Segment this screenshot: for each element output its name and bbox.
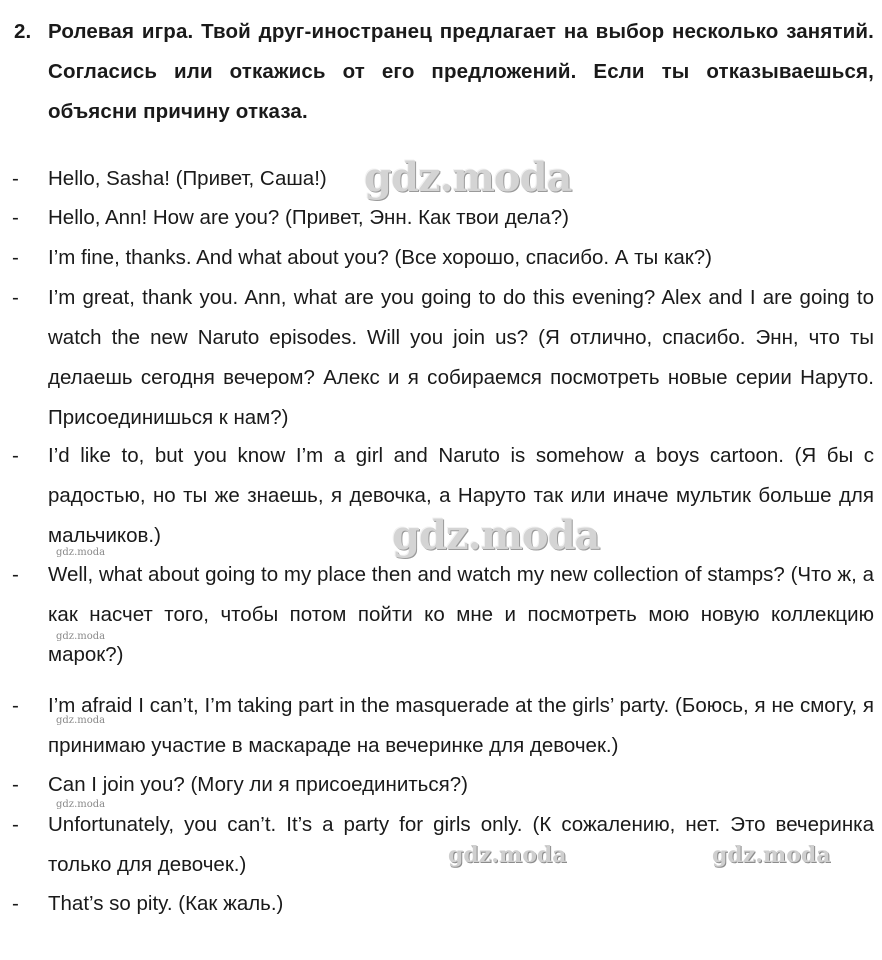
dialog-text: Hello, Ann! How are you? (Привет, Энн. Как твои дела?) <box>48 206 569 229</box>
dash-marker: - <box>12 286 19 309</box>
dialog-text: Hello, Sasha! (Привет, Саша!) <box>48 167 327 190</box>
dialog-text: Can I join you? (Могу ли я присоединиться?) <box>48 773 468 796</box>
dialog-text: I’m fine, thanks. And what about you? (Все хорошо, спасибо. А ты как?) <box>48 246 712 269</box>
watermark: gdz.moda <box>712 842 831 868</box>
dash-marker: - <box>12 167 19 190</box>
watermark: gdz.moda <box>56 715 106 726</box>
dialog-text: I’m great, thank you. Ann, what are you going to do this evening? Alex and I are going to watch the new Naruto episodes. Will you join us? (Я отлично, спасибо. Энн, что ты делаешь сегодня вечером? Алекс и я собираемся посмотреть новые серии Наруто. Присоединишься к нам?) <box>48 286 874 429</box>
task-number: 2. <box>14 20 32 43</box>
watermark: gdz.moda <box>448 842 567 868</box>
dialog-text: I’d like to, but you know I’m a girl and Naruto is somehow a boys cartoon. (Я бы с радостью, но ты же знаешь, я девочка, а Наруто так или иначе мультик больше для мальчиков.) <box>48 444 874 547</box>
dash-marker: - <box>12 246 19 269</box>
watermark: gdz.moda <box>392 512 600 559</box>
dialog-line <box>12 198 874 238</box>
dialog-text: Well, what about going to my place then and watch my new collection of stamps? (Что ж, а как насчет того, чтобы потом пойти ко мне и посмотреть мою новую коллекцию марок?) <box>48 563 874 666</box>
dash-marker: - <box>12 444 19 467</box>
dash-marker: - <box>12 813 19 836</box>
dialog-line <box>12 765 874 805</box>
dash-marker: - <box>12 694 19 717</box>
dash-marker: - <box>12 206 19 229</box>
dialog-line <box>12 278 874 438</box>
dialog-text: That’s so pity. (Как жаль.) <box>48 892 284 915</box>
dialog-line <box>12 686 874 766</box>
watermark: gdz.moda <box>56 799 106 810</box>
watermark: gdz.moda <box>364 154 572 201</box>
dash-marker: - <box>12 773 19 796</box>
dialog-line <box>12 555 874 675</box>
dash-marker: - <box>12 892 19 915</box>
dash-marker: - <box>12 563 19 586</box>
dialog-line <box>12 884 874 924</box>
watermark: gdz.moda <box>56 631 106 642</box>
watermark: gdz.moda <box>56 547 106 558</box>
dialog-line <box>12 238 874 278</box>
task-instructions: Ролевая игра. Твой друг-иностранец предлагает на выбор несколько занятий. Согласись или откажись от его предложений. Если ты отказываешься, объясни причину отказа. <box>48 20 874 123</box>
dialog-text: Unfortunately, you can’t. It’s a party for girls only. (К сожалению, нет. Это вечеринка только для девочек.) <box>48 813 874 876</box>
dialog-text: I’m afraid I can’t, I’m taking part in the masquerade at the girls’ party. (Боюсь, я не смогу, я принимаю участие в маскараде на вечеринке для девочек.) <box>48 694 874 757</box>
